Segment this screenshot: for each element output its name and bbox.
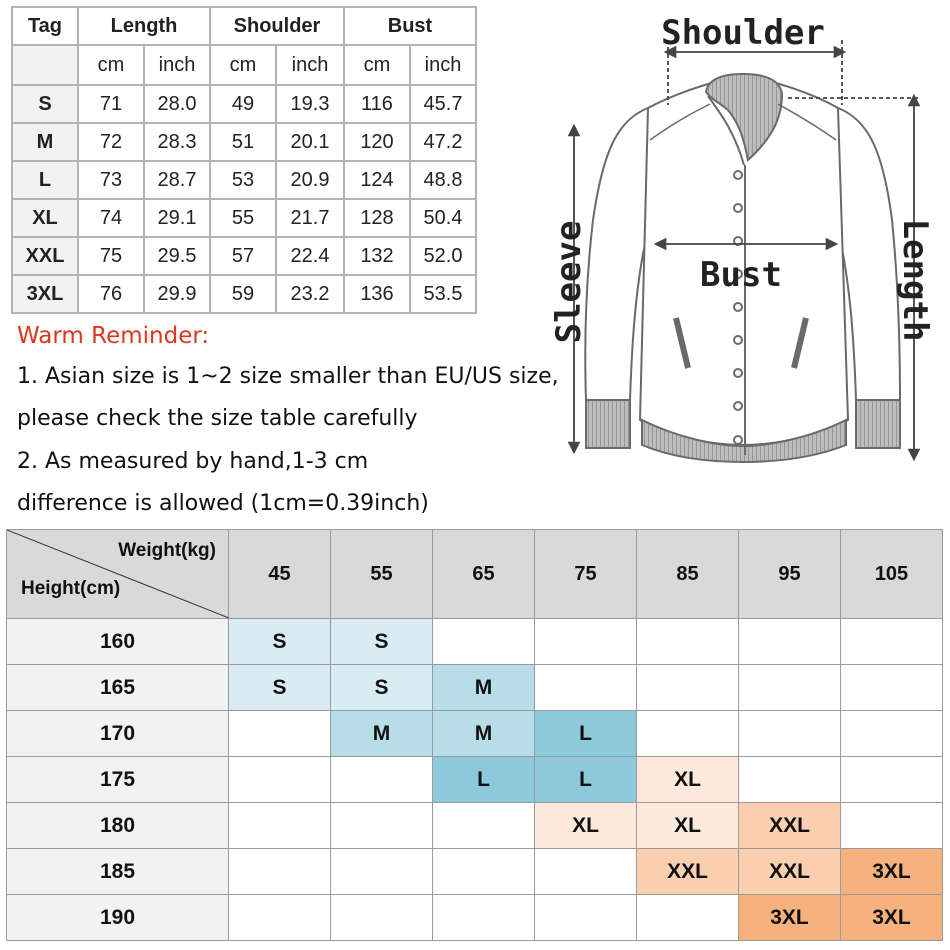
fit-row	[7, 849, 943, 895]
sleeve-label: Sleeve	[549, 220, 589, 344]
fit-size-cell: XXL	[739, 803, 841, 849]
fit-size-cell	[229, 757, 331, 803]
header-tag: Tag	[12, 7, 78, 45]
height-cell: 175	[7, 757, 229, 803]
fit-size-cell: XXL	[637, 849, 739, 895]
size-value: 71	[78, 85, 144, 123]
unit-inch: inch	[276, 45, 344, 85]
weight-header: 45	[229, 530, 331, 619]
fit-corner	[7, 530, 229, 619]
size-value: 47.2	[410, 123, 476, 161]
fit-row	[7, 757, 943, 803]
fit-size-cell	[535, 895, 637, 941]
size-value: 50.4	[410, 199, 476, 237]
size-value: 120	[344, 123, 410, 161]
size-value: 132	[344, 237, 410, 275]
size-value: 22.4	[276, 237, 344, 275]
size-tag: 3XL	[12, 275, 78, 313]
height-cell: 165	[7, 665, 229, 711]
unit-cm: cm	[210, 45, 276, 85]
fit-size-cell	[229, 895, 331, 941]
jacket-diagram	[548, 0, 948, 470]
size-value: 28.7	[144, 161, 210, 199]
size-value: 28.0	[144, 85, 210, 123]
length-label: Length	[895, 218, 935, 342]
fit-size-cell: S	[229, 619, 331, 665]
size-value: 74	[78, 199, 144, 237]
fit-size-cell	[331, 757, 433, 803]
height-cell: 185	[7, 849, 229, 895]
size-value: 29.9	[144, 275, 210, 313]
fit-row	[7, 895, 943, 941]
size-value: 28.3	[144, 123, 210, 161]
fit-size-cell	[841, 757, 943, 803]
warm-reminder-title: Warm Reminder:	[17, 323, 210, 349]
fit-size-cell	[739, 711, 841, 757]
reminder-line: 2. As measured by hand,1-3 cm	[17, 449, 369, 474]
size-value: 20.9	[276, 161, 344, 199]
size-value: 53	[210, 161, 276, 199]
fit-row	[7, 665, 943, 711]
size-value: 59	[210, 275, 276, 313]
fit-size-cell	[535, 849, 637, 895]
fit-size-cell	[637, 665, 739, 711]
fit-size-cell	[433, 619, 535, 665]
size-value: 73	[78, 161, 144, 199]
fit-size-cell	[433, 803, 535, 849]
size-value: 136	[344, 275, 410, 313]
fit-size-cell	[433, 895, 535, 941]
fit-size-cell: XL	[637, 757, 739, 803]
unit-cm: cm	[78, 45, 144, 85]
fit-size-cell: M	[433, 665, 535, 711]
size-value: 52.0	[410, 237, 476, 275]
fit-size-cell	[433, 849, 535, 895]
fit-size-cell	[739, 665, 841, 711]
size-value: 72	[78, 123, 144, 161]
fit-size-cell	[331, 849, 433, 895]
bust-label: Bust	[700, 255, 782, 295]
size-value: 21.7	[276, 199, 344, 237]
fit-size-cell: M	[331, 711, 433, 757]
fit-size-cell: 3XL	[841, 849, 943, 895]
size-table	[11, 6, 477, 314]
size-value: 49	[210, 85, 276, 123]
weight-header: 75	[535, 530, 637, 619]
unit-inch: inch	[410, 45, 476, 85]
size-row	[12, 199, 476, 237]
size-value: 76	[78, 275, 144, 313]
size-value: 20.1	[276, 123, 344, 161]
fit-row	[7, 803, 943, 849]
size-value: 57	[210, 237, 276, 275]
fit-size-cell	[229, 711, 331, 757]
left-cuff	[586, 400, 630, 448]
size-value: 23.2	[276, 275, 344, 313]
unit-blank	[12, 45, 78, 85]
size-tag: XL	[12, 199, 78, 237]
size-value: 29.5	[144, 237, 210, 275]
size-value: 128	[344, 199, 410, 237]
unit-inch: inch	[144, 45, 210, 85]
fit-size-cell	[841, 665, 943, 711]
height-cell: 190	[7, 895, 229, 941]
weight-label: Weight(kg)	[118, 540, 216, 561]
fit-size-cell: S	[331, 619, 433, 665]
buttons	[734, 171, 742, 444]
fit-row	[7, 619, 943, 665]
fit-row	[7, 711, 943, 757]
size-row	[12, 237, 476, 275]
size-value: 51	[210, 123, 276, 161]
weight-header: 95	[739, 530, 841, 619]
size-value: 53.5	[410, 275, 476, 313]
fit-size-cell	[331, 895, 433, 941]
fit-size-cell: S	[229, 665, 331, 711]
size-value: 48.8	[410, 161, 476, 199]
fit-size-cell	[637, 711, 739, 757]
reminder-line: please check the size table carefully	[17, 406, 418, 431]
height-label: Height(cm)	[21, 578, 121, 599]
fit-size-cell	[229, 803, 331, 849]
fit-size-cell: XXL	[739, 849, 841, 895]
fit-size-cell: XL	[637, 803, 739, 849]
fit-size-cell	[841, 803, 943, 849]
size-value: 124	[344, 161, 410, 199]
fit-size-cell: 3XL	[841, 895, 943, 941]
right-cuff	[856, 400, 900, 448]
size-value: 55	[210, 199, 276, 237]
size-row	[12, 275, 476, 313]
fit-table	[6, 529, 943, 941]
fit-size-cell: M	[433, 711, 535, 757]
height-cell: 180	[7, 803, 229, 849]
fit-size-cell: L	[535, 711, 637, 757]
size-value: 29.1	[144, 199, 210, 237]
header-bust: Bust	[344, 7, 476, 45]
reminder-line: 1. Asian size is 1~2 size smaller than EU/US size,	[17, 364, 559, 389]
fit-size-cell: L	[535, 757, 637, 803]
size-value: 19.3	[276, 85, 344, 123]
size-tag: S	[12, 85, 78, 123]
header-length: Length	[78, 7, 210, 45]
weight-header: 85	[637, 530, 739, 619]
fit-size-cell: XL	[535, 803, 637, 849]
unit-cm: cm	[344, 45, 410, 85]
fit-size-cell	[535, 619, 637, 665]
weight-header: 55	[331, 530, 433, 619]
fit-size-cell	[535, 665, 637, 711]
height-cell: 170	[7, 711, 229, 757]
fit-size-cell	[841, 619, 943, 665]
weight-header: 105	[841, 530, 943, 619]
size-value: 116	[344, 85, 410, 123]
size-row	[12, 85, 476, 123]
fit-size-cell: S	[331, 665, 433, 711]
fit-size-cell	[739, 619, 841, 665]
size-row	[12, 161, 476, 199]
fit-size-cell	[637, 619, 739, 665]
size-row	[12, 123, 476, 161]
size-tag: M	[12, 123, 78, 161]
fit-size-cell: L	[433, 757, 535, 803]
fit-size-cell	[637, 895, 739, 941]
size-value: 45.7	[410, 85, 476, 123]
header-shoulder: Shoulder	[210, 7, 344, 45]
fit-size-cell	[739, 757, 841, 803]
fit-size-cell	[331, 803, 433, 849]
reminder-line: difference is allowed (1cm=0.39inch)	[17, 491, 429, 516]
fit-size-cell: 3XL	[739, 895, 841, 941]
fit-size-cell	[841, 711, 943, 757]
size-tag: L	[12, 161, 78, 199]
fit-size-cell	[229, 849, 331, 895]
weight-header: 65	[433, 530, 535, 619]
height-cell: 160	[7, 619, 229, 665]
shoulder-label: Shoulder	[661, 13, 825, 53]
size-value: 75	[78, 237, 144, 275]
size-tag: XXL	[12, 237, 78, 275]
